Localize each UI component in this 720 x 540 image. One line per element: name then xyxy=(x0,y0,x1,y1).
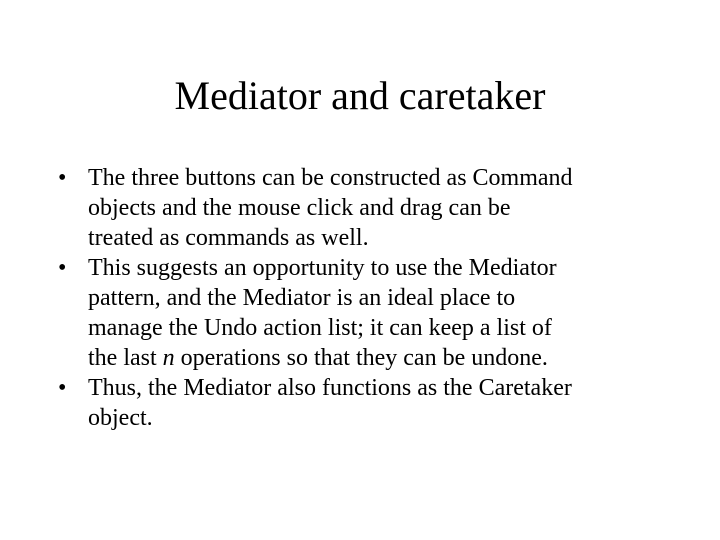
bullet-2-line-4-after: operations so that they can be undone. xyxy=(174,345,548,371)
bullet-item-1 xyxy=(58,163,678,253)
bullet-dot-icon: • xyxy=(58,165,67,191)
bullet-2-line-3: manage the Undo action list; it can keep a list of xyxy=(88,315,552,341)
bullet-2-line-4 xyxy=(88,343,678,373)
bullet-3-line-2: object. xyxy=(88,405,153,431)
bullet-dot-icon: • xyxy=(58,255,67,281)
bullet-item-3 xyxy=(58,373,678,433)
bullet-1-line-2: objects and the mouse click and drag can be xyxy=(88,195,511,221)
bullet-2-line-2: pattern, and the Mediator is an ideal place to xyxy=(88,285,516,311)
bullet-2-line-4-before: the last xyxy=(88,345,163,371)
bullet-2-line-1: This suggests an opportunity to use the Mediator xyxy=(88,255,557,281)
bullet-3-line-1: Thus, the Mediator also functions as the Caretaker xyxy=(88,375,572,401)
bullet-2-line-4-italic: n xyxy=(162,345,175,371)
bullet-item-2 xyxy=(58,253,678,373)
bullet-1-line-3: treated as commands as well. xyxy=(88,225,369,251)
slide-title: Mediator and caretaker xyxy=(174,73,546,118)
bullet-dot-icon: • xyxy=(58,375,67,401)
bullet-1-line-1: The three buttons can be constructed as Command xyxy=(88,165,573,191)
bullet-list xyxy=(58,163,678,433)
